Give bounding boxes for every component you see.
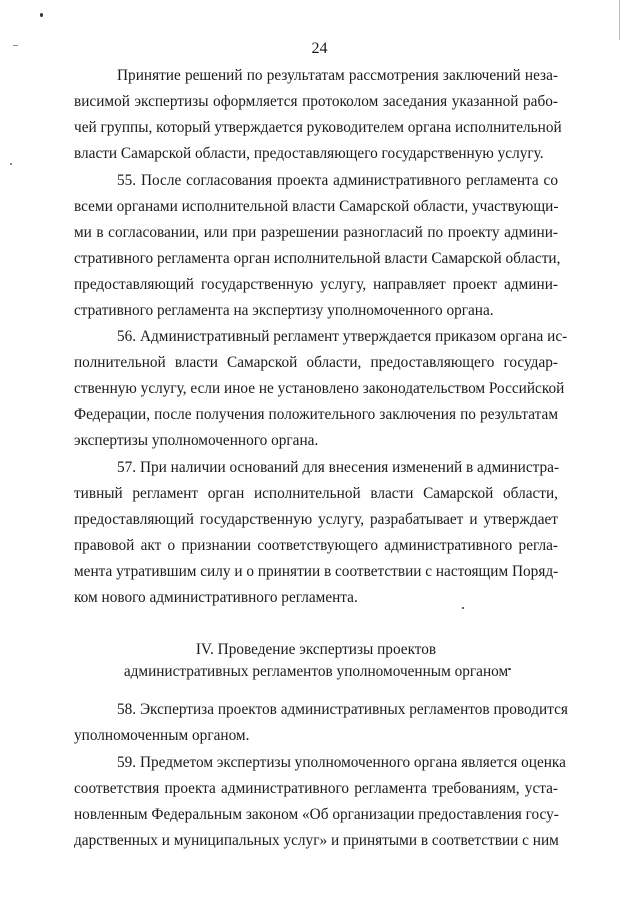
text-line: 55. После согласования проекта административного регламента со	[117, 172, 558, 189]
text-line: мента утратившим силу и о принятии в соответствии с настоящим Поряд-	[74, 563, 559, 580]
text-line: власти Самарской области, предоставляющего государственную услугу.	[74, 145, 544, 162]
text-line: уполномоченным органом.	[74, 727, 250, 744]
text-line: ком нового административного регламента.	[74, 589, 358, 606]
paragraph-decisions	[74, 63, 562, 167]
paragraph-58	[74, 697, 568, 749]
text-line: Федерации, после получения положительного заключения по результатам	[74, 406, 558, 423]
section-heading-line: IV. Проведение экспертизы проектов	[195, 641, 437, 658]
text-line: новленным Федеральным законом «Об организации предоставления госу-	[74, 806, 559, 823]
scan-edge	[619, 0, 620, 40]
text-line: чей группы, который утверждается руководителем органа исполнительной	[74, 119, 562, 136]
text-line: 59. Предметом экспертизы уполномоченного органа является оценка	[117, 754, 566, 771]
scan-mark	[10, 163, 12, 165]
text-line: ми в согласовании, или при разрешении разногласий по проекту админи-	[74, 224, 558, 241]
text-line: 58. Экспертиза проектов административных регламентов проводится	[117, 701, 568, 718]
text-line: стративного регламента на экспертизу уполномоченного органа.	[74, 302, 494, 319]
page-number: 24	[311, 40, 328, 57]
text-line: ственную услугу, если иное не установлено законодательством Российской	[74, 380, 565, 397]
section-heading-line: административных регламентов уполномоченным органом	[123, 663, 509, 680]
paragraph-55	[74, 168, 561, 324]
text-line: тивный регламент орган исполнительной власти Самарской области,	[74, 485, 558, 502]
text-line: висимой экспертизы оформляется протоколом заседания указанной рабо-	[74, 93, 558, 110]
text-line: полнительной власти Самарской области, предоставляющего государ-	[74, 354, 558, 371]
paragraph-59	[74, 750, 566, 854]
text-line: всеми органами исполнительной власти Самарской области, участвующи-	[74, 198, 559, 215]
text-line: соответствия проекта административного регламента требованиям, уста-	[74, 780, 558, 797]
text-line: дарственных и муниципальных услуг» и принятыми в соответствии с ним	[74, 832, 559, 849]
paragraph-57	[74, 455, 558, 611]
paragraph-56	[74, 324, 568, 454]
scan-speck	[40, 13, 43, 17]
text-line: 56. Административный регламент утверждается приказом органа ис-	[117, 328, 568, 345]
section-heading	[74, 639, 558, 683]
text-line: стративного регламента орган исполнительной власти Самарской области,	[74, 250, 561, 267]
text-line: Принятие решений по результатам рассмотрения заключений неза-	[117, 67, 558, 84]
text-line: экспертизы уполномоченного органа.	[74, 432, 319, 449]
text-line: предоставляющий государственную услугу, разрабатывает и утверждает	[74, 511, 558, 528]
text-line: предоставляющий государственную услугу, направляет проект админи-	[74, 276, 558, 293]
text-line: правовой акт о признании соответствующего административного регла-	[74, 537, 558, 554]
text-line: 57. При наличии оснований для внесения изменений в администра-	[117, 459, 560, 476]
